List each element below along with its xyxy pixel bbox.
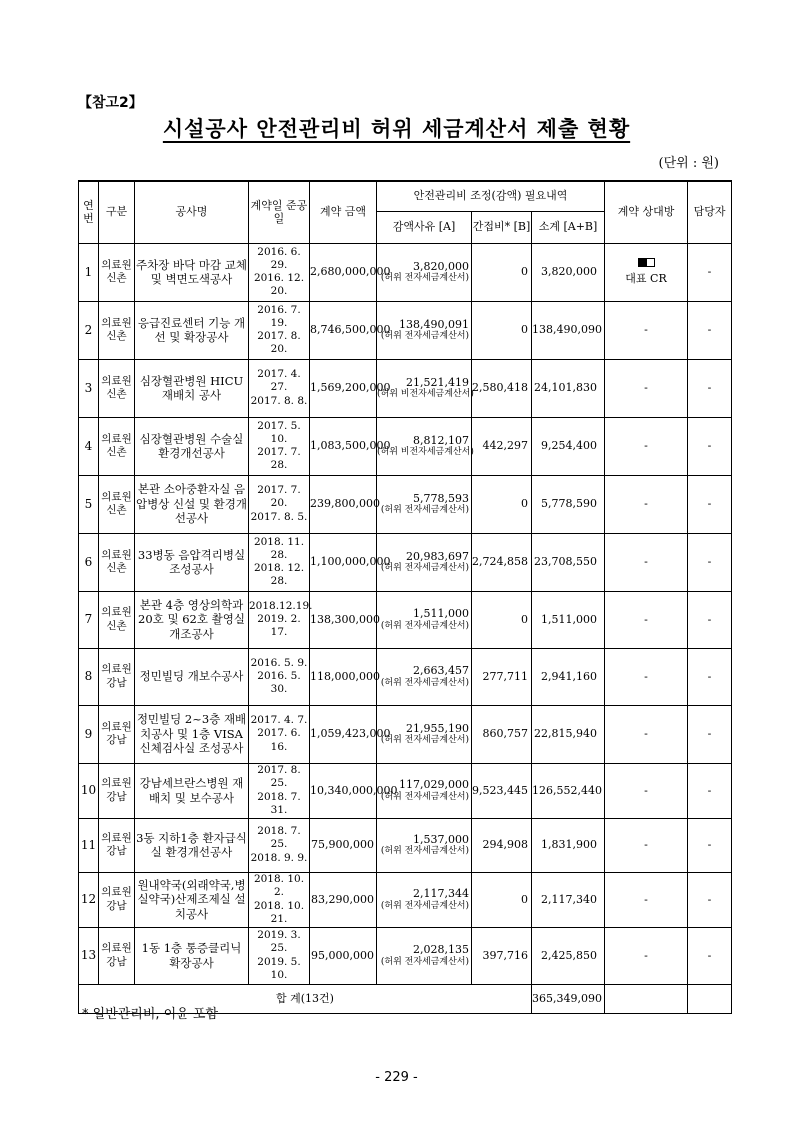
row-manager: - — [688, 927, 732, 984]
row-subtotal: 5,778,590 — [532, 475, 605, 533]
row-completion-date: 2017. 8. 20. — [257, 330, 301, 356]
row-reduction-note: (허위 전자세금계산서) — [380, 956, 469, 967]
row-reduction-amount: 2,117,344 — [413, 887, 469, 900]
row-contract-party-text: - — [644, 892, 648, 906]
row-reduction-reason — [377, 533, 472, 591]
row-project-name: 본관 소아중환자실 음압병상 신설 및 환경개선공사 — [135, 475, 249, 533]
row-project-name: 3동 지하1층 환자급식실 환경개선공사 — [135, 818, 249, 872]
table-row — [79, 872, 732, 927]
row-indirect-cost: 0 — [472, 591, 532, 648]
row-manager: - — [688, 818, 732, 872]
row-number: 6 — [79, 533, 99, 591]
row-manager: - — [688, 705, 732, 763]
header-contract-amount: 계약 금액 — [310, 181, 377, 243]
row-division — [99, 533, 135, 591]
row-project-name: 정민빌딩 개보수공사 — [135, 648, 249, 705]
row-contract-party — [605, 243, 688, 301]
row-contract-date: 2016. 7. 19. — [257, 303, 301, 329]
header-reduction-reason: 감액사유 [A] — [377, 211, 472, 243]
row-contract-amount: 1,083,500,000 — [310, 417, 377, 475]
row-indirect-cost: 9,523,445 — [472, 763, 532, 818]
row-reduction-amount: 20,983,697 — [406, 549, 469, 563]
row-contract-date: 2017. 7. 20. — [257, 484, 301, 510]
company-seal-icon — [638, 258, 654, 267]
row-completion-date: 2016. 5. 30. — [257, 669, 301, 696]
row-reduction-reason — [377, 927, 472, 984]
row-subtotal: 138,490,090 — [532, 301, 605, 359]
row-contract-party — [605, 359, 688, 417]
header-subtotal: 소계 [A+B] — [532, 211, 605, 243]
safety-cost-table — [78, 180, 732, 1014]
table-row — [79, 818, 732, 872]
row-division-campus: 신촌 — [106, 272, 127, 284]
row-completion-date: 2017. 8. 5. — [250, 510, 308, 523]
header-contract-party: 계약 상대방 — [605, 181, 688, 243]
row-reduction-amount: 117,029,000 — [399, 778, 469, 791]
row-contract-amount: 118,000,000 — [310, 648, 377, 705]
row-dates — [249, 359, 310, 417]
row-contract-amount: 1,100,000,000 — [310, 533, 377, 591]
row-reduction-amount: 21,521,419 — [406, 375, 469, 389]
row-reduction-amount: 1,537,000 — [413, 832, 469, 846]
row-contract-party — [605, 872, 688, 927]
row-reduction-reason — [377, 475, 472, 533]
row-reduction-amount: 2,663,457 — [413, 664, 469, 677]
row-division-org: 의료원 — [101, 720, 132, 733]
row-contract-amount: 10,340,000,000 — [310, 763, 377, 818]
row-division-org: 의료원 — [101, 777, 132, 790]
row-division-org: 의료원 — [101, 663, 132, 676]
row-completion-date: 2016. 12. 20. — [253, 272, 305, 298]
row-project-name: 원내약국(외래약국,병실약국)산제조제실 설치공사 — [135, 872, 249, 927]
row-reduction-note: (허위 전자세금계산서) — [380, 900, 469, 911]
row-dates — [249, 648, 310, 705]
document-title — [0, 113, 793, 143]
row-division-org: 의료원 — [101, 258, 132, 271]
row-number: 5 — [79, 475, 99, 533]
row-division — [99, 301, 135, 359]
row-reduction-reason — [377, 359, 472, 417]
row-indirect-cost: 2,724,858 — [472, 533, 532, 591]
row-contract-party-text: - — [644, 669, 648, 683]
row-indirect-cost: 277,711 — [472, 648, 532, 705]
row-division — [99, 763, 135, 818]
table-row — [79, 243, 732, 301]
row-dates — [249, 475, 310, 533]
row-division — [99, 359, 135, 417]
row-number: 11 — [79, 818, 99, 872]
row-number: 8 — [79, 648, 99, 705]
table-row — [79, 927, 732, 984]
row-contract-date: 2018.12.19. — [249, 599, 313, 612]
unit-note: (단위 : 원) — [658, 156, 719, 171]
row-division-org: 의료원 — [101, 942, 132, 955]
page-number: - 229 - — [375, 1070, 418, 1085]
row-number: 7 — [79, 591, 99, 648]
row-division-campus: 신촌 — [106, 562, 127, 574]
row-manager: - — [688, 359, 732, 417]
row-reduction-note: (허위 전자세금계산서) — [380, 735, 469, 746]
row-division-campus: 강남 — [106, 899, 127, 912]
table-row — [79, 533, 732, 591]
row-contract-amount: 8,746,500,000 — [310, 301, 377, 359]
row-contract-date: 2018. 7. 25. — [257, 825, 301, 851]
row-division-org: 의료원 — [101, 548, 132, 561]
row-reduction-note: (허위 전자세금계산서) — [380, 791, 469, 802]
row-reduction-amount: 138,490,091 — [399, 317, 469, 331]
row-contract-amount: 1,569,200,000 — [310, 359, 377, 417]
total-manager-empty — [688, 984, 732, 1013]
row-completion-date: 2017. 7. 28. — [257, 446, 301, 472]
row-indirect-cost: 442,297 — [472, 417, 532, 475]
row-division-org: 의료원 — [101, 316, 132, 329]
row-reduction-note: (허위 전자세금계산서) — [380, 677, 469, 688]
row-number: 1 — [79, 243, 99, 301]
row-reduction-reason — [377, 705, 472, 763]
row-reduction-amount: 2,028,135 — [413, 943, 469, 956]
row-project-name: 강남세브란스병원 재배치 및 보수공사 — [135, 763, 249, 818]
total-label: 합 계(13건) — [79, 984, 532, 1013]
row-division-campus: 강남 — [106, 845, 127, 857]
row-number: 9 — [79, 705, 99, 763]
row-dates — [249, 591, 313, 648]
row-indirect-cost: 397,716 — [472, 927, 532, 984]
row-division-org: 의료원 — [101, 831, 132, 844]
row-dates — [249, 763, 310, 818]
header-manager: 담당자 — [688, 181, 732, 243]
row-dates — [249, 818, 310, 872]
row-division — [99, 591, 135, 648]
row-number: 10 — [79, 763, 99, 818]
row-dates — [249, 705, 310, 763]
row-reduction-reason — [377, 818, 472, 872]
table-row — [79, 763, 732, 818]
row-contract-amount: 75,900,000 — [310, 818, 377, 872]
row-reduction-reason — [377, 301, 472, 359]
row-number: 2 — [79, 301, 99, 359]
row-project-name: 1동 1층 통증클리닉 확장공사 — [135, 927, 249, 984]
row-completion-date: 2018. 9. 9. — [250, 851, 308, 864]
row-contract-date: 2017. 5. 10. — [257, 419, 301, 445]
row-subtotal: 2,425,850 — [532, 927, 605, 984]
table-body — [79, 243, 732, 984]
row-division — [99, 872, 135, 927]
table-row — [79, 475, 732, 533]
row-reduction-amount: 3,820,000 — [413, 259, 469, 273]
row-division — [99, 705, 135, 763]
row-contract-party-text: - — [644, 612, 648, 626]
row-division — [99, 243, 135, 301]
row-manager: - — [688, 417, 732, 475]
row-manager: - — [688, 301, 732, 359]
header-dates: 계약일 준공일 — [249, 181, 310, 243]
row-indirect-cost: 0 — [472, 301, 532, 359]
document-title-text: 시설공사 안전관리비 허위 세금계산서 제출 현황 — [162, 117, 631, 141]
row-completion-date: 2019. 5. 10. — [257, 955, 301, 981]
row-completion-date: 2018. 7. 31. — [257, 790, 301, 816]
row-contract-amount: 95,000,000 — [310, 927, 377, 984]
row-subtotal: 22,815,940 — [532, 705, 605, 763]
row-reduction-note: (허위 전자세금계산서) — [380, 846, 469, 857]
row-dates — [249, 872, 310, 927]
row-manager: - — [688, 533, 732, 591]
row-manager: - — [688, 763, 732, 818]
row-contract-date: 2019. 3. 25. — [257, 929, 301, 955]
row-contract-amount: 83,290,000 — [310, 872, 377, 927]
row-reduction-reason — [377, 417, 472, 475]
header-division: 구분 — [99, 181, 135, 243]
row-reduction-reason — [377, 872, 472, 927]
row-division-org: 의료원 — [101, 490, 132, 503]
header-project-name: 공사명 — [135, 181, 249, 243]
row-indirect-cost: 0 — [472, 872, 532, 927]
row-completion-date: 2018. 10. 21. — [253, 899, 305, 925]
row-project-name: 심장혈관병원 HICU 재배치 공사 — [135, 359, 249, 417]
row-contract-date: 2016. 6. 29. — [257, 245, 301, 271]
row-indirect-cost: 2,580,418 — [472, 359, 532, 417]
row-reduction-note: (허위 전자세금계산서) — [380, 331, 469, 342]
total-value: 365,349,090 — [532, 984, 605, 1013]
row-reduction-reason — [377, 648, 472, 705]
reference-label: 【참고2】 — [78, 95, 143, 111]
header-adjustment-group: 안전관리비 조정(감액) 필요내역 — [377, 181, 605, 211]
row-manager: - — [688, 475, 732, 533]
row-division-campus: 신촌 — [106, 330, 127, 342]
row-contract-party — [605, 301, 688, 359]
row-contract-amount: 239,800,000 — [310, 475, 377, 533]
row-project-name: 주차장 바닥 마감 교체 및 벽면도색공사 — [135, 243, 249, 301]
row-indirect-cost: 0 — [472, 243, 532, 301]
row-contract-party-text: - — [644, 381, 648, 395]
row-division — [99, 818, 135, 872]
row-subtotal: 9,254,400 — [532, 417, 605, 475]
row-indirect-cost: 294,908 — [472, 818, 532, 872]
row-division-campus: 강남 — [106, 955, 127, 968]
row-division-campus: 강남 — [106, 734, 127, 746]
row-contract-date: 2018. 11. 28. — [253, 535, 305, 561]
row-dates — [249, 243, 310, 301]
row-division-org: 의료원 — [101, 886, 132, 899]
table-row — [79, 591, 732, 648]
row-project-name: 응급진료센터 기능 개선 및 확장공사 — [135, 301, 249, 359]
row-division — [99, 475, 135, 533]
row-contract-party — [605, 475, 688, 533]
total-party-empty — [605, 984, 688, 1013]
row-contract-date: 2018. 10. 2. — [253, 873, 305, 899]
row-subtotal: 2,941,160 — [532, 648, 605, 705]
row-contract-party-text: - — [644, 439, 648, 453]
row-reduction-reason — [377, 591, 472, 648]
row-contract-date: 2016. 5. 9. — [250, 656, 308, 669]
row-contract-party-text: - — [644, 948, 648, 962]
row-contract-party-text: 대표 CR — [625, 272, 667, 285]
row-reduction-amount: 8,812,107 — [413, 433, 469, 447]
row-division-campus: 신촌 — [106, 619, 127, 632]
row-subtotal: 1,831,900 — [532, 818, 605, 872]
row-manager: - — [688, 648, 732, 705]
row-division — [99, 648, 135, 705]
row-contract-party-text: - — [644, 783, 648, 797]
row-completion-date: 2017. 8. 8. — [250, 394, 308, 407]
row-indirect-cost: 860,757 — [472, 705, 532, 763]
row-contract-party — [605, 818, 688, 872]
row-number: 13 — [79, 927, 99, 984]
table-row — [79, 417, 732, 475]
row-division-org: 의료원 — [101, 606, 132, 619]
row-division-org: 의료원 — [101, 374, 132, 387]
row-division-campus: 신촌 — [106, 504, 127, 516]
row-contract-date: 2017. 4. 27. — [257, 368, 301, 394]
row-reduction-amount: 1,511,000 — [413, 607, 469, 620]
row-division — [99, 417, 135, 475]
row-reduction-note: (허위 비전자세금계산서) — [377, 447, 474, 458]
row-manager: - — [688, 243, 732, 301]
row-number: 12 — [79, 872, 99, 927]
row-reduction-note: (허위 비전자세금계산서) — [377, 389, 474, 400]
row-indirect-cost: 0 — [472, 475, 532, 533]
row-division-campus: 신촌 — [106, 388, 127, 400]
row-reduction-amount: 21,955,190 — [406, 721, 469, 735]
row-contract-party-text: - — [644, 497, 648, 511]
table-row — [79, 301, 732, 359]
row-contract-party-text: - — [644, 727, 648, 741]
row-reduction-note: (허위 전자세금계산서) — [380, 505, 469, 516]
row-subtotal: 2,117,340 — [532, 872, 605, 927]
row-contract-date: 2017. 8. 25. — [257, 764, 301, 790]
header-indirect-cost: 간접비* [B] — [472, 211, 532, 243]
row-number: 4 — [79, 417, 99, 475]
table-row — [79, 705, 732, 763]
row-project-name: 심장혈관병원 수술실 환경개선공사 — [135, 417, 249, 475]
row-division-campus: 강남 — [106, 676, 127, 689]
row-contract-date: 2017. 4. 7. — [250, 714, 308, 727]
row-subtotal: 23,708,550 — [532, 533, 605, 591]
row-reduction-note: (허위 전자세금계산서) — [380, 273, 469, 284]
row-division-org: 의료원 — [101, 432, 132, 445]
row-contract-amount: 2,680,000,000 — [310, 243, 377, 301]
row-subtotal: 1,511,000 — [532, 591, 605, 648]
header-no: 연번 — [79, 181, 99, 243]
footnote: * 일반관리비, 이윤 포함 — [82, 1007, 219, 1022]
row-project-name: 정민빌딩 2~3층 재배치공사 및 1층 VISA신체검사실 조성공사 — [135, 705, 249, 763]
row-manager: - — [688, 591, 732, 648]
row-project-name: 본관 4층 영상의학과 20호 및 62호 촬영실 개조공사 — [135, 591, 249, 648]
table-row — [79, 359, 732, 417]
row-contract-party-text: - — [644, 323, 648, 337]
row-reduction-note: (허위 전자세금계산서) — [380, 563, 469, 574]
table-row — [79, 648, 732, 705]
row-manager: - — [688, 872, 732, 927]
row-number: 3 — [79, 359, 99, 417]
row-subtotal: 126,552,440 — [532, 763, 605, 818]
row-completion-date: 2019. 2. 17. — [257, 612, 301, 639]
row-reduction-reason — [377, 243, 472, 301]
row-contract-party-text: - — [644, 838, 648, 852]
row-completion-date: 2018. 12. 28. — [253, 562, 305, 588]
row-division — [99, 927, 135, 984]
row-contract-party — [605, 705, 688, 763]
row-project-name: 33병동 음압격리병실 조성공사 — [135, 533, 249, 591]
row-contract-party-text: - — [644, 555, 648, 569]
row-contract-party — [605, 763, 688, 818]
row-reduction-note: (허위 전자세금계산서) — [380, 620, 469, 631]
row-contract-party — [605, 648, 688, 705]
row-subtotal: 24,101,830 — [532, 359, 605, 417]
row-dates — [249, 533, 310, 591]
row-dates — [249, 301, 310, 359]
row-contract-amount: 138,300,000 — [310, 591, 377, 648]
row-division-campus: 신촌 — [106, 446, 127, 458]
row-subtotal: 3,820,000 — [532, 243, 605, 301]
row-contract-party — [605, 417, 688, 475]
row-dates — [249, 927, 310, 984]
row-reduction-amount: 5,778,593 — [413, 491, 469, 505]
row-contract-party — [605, 533, 688, 591]
row-contract-party — [605, 927, 688, 984]
row-division-campus: 강남 — [106, 790, 127, 803]
row-contract-party — [605, 591, 688, 648]
row-completion-date: 2017. 6. 16. — [257, 727, 301, 753]
row-dates — [249, 417, 310, 475]
row-contract-amount: 1,059,423,000 — [310, 705, 377, 763]
